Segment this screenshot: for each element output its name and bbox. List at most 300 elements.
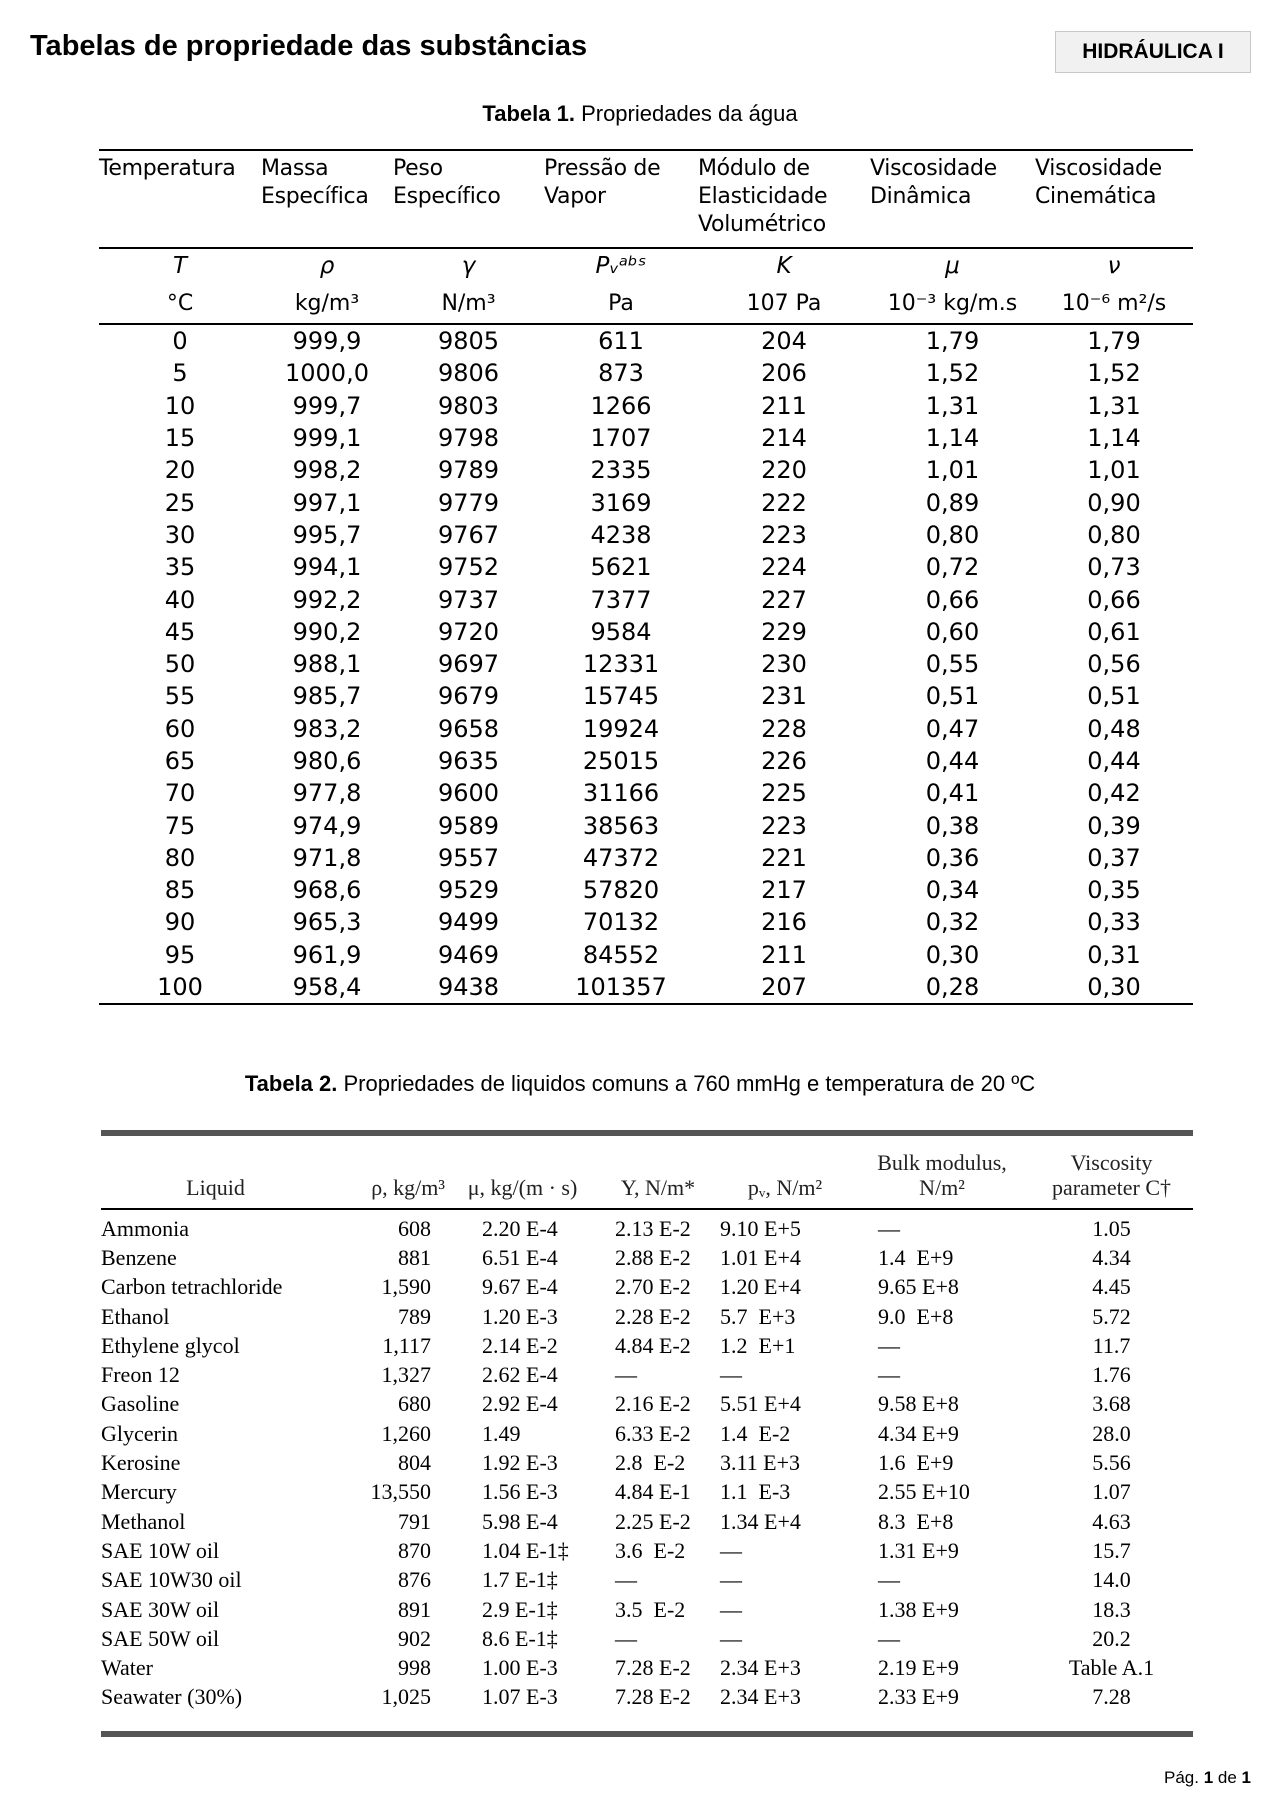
table1-header-symbols: [99, 248, 1193, 283]
table1-cell: 230: [761, 650, 807, 679]
table2-cell: —: [615, 1625, 637, 1651]
table1-cell: 0,72: [925, 553, 980, 582]
table1-cell: 0,48: [1087, 714, 1141, 743]
table1-cell: 90: [164, 908, 196, 937]
table1-cell: 0,37: [1087, 843, 1141, 872]
table2-cell: 4.84 E-1: [615, 1479, 691, 1505]
table1-cell: 0,30: [925, 940, 980, 969]
table2-cell: 1,327: [381, 1362, 431, 1388]
table2-cell: Carbon tetrachloride: [101, 1274, 283, 1300]
table1-cell: 873: [598, 359, 644, 388]
table1-cell: 9806: [437, 359, 500, 388]
table1-cell: 9805: [437, 327, 500, 356]
table1-cell: 992,2: [292, 585, 362, 614]
table1-cell: 9779: [437, 488, 500, 517]
table1-cell: 7377: [590, 585, 652, 614]
table1-row: [99, 874, 1193, 906]
table1-cell: 50: [164, 650, 196, 679]
table1-cell: 994,1: [292, 553, 362, 582]
table1-cell: 9789: [437, 456, 500, 485]
table1-cell: 961,9: [292, 940, 362, 969]
table1-cell: 0,47: [925, 714, 980, 743]
table1-cell: 85: [164, 876, 196, 905]
table1-cell: 9499: [437, 908, 500, 937]
table1-cell: 9438: [393, 971, 544, 1004]
table2-cell: —: [878, 1625, 900, 1651]
table2-bottom-rule: [101, 1731, 1193, 1737]
table1-cell: 1000,0: [285, 359, 369, 388]
table2-cell: 18.3: [1092, 1596, 1131, 1622]
table2-cell: 789: [398, 1303, 431, 1329]
table1-cell: 95: [164, 940, 196, 969]
table1-cell: 9469: [437, 940, 500, 969]
table2-cell: 891: [398, 1596, 431, 1622]
table1-cell: 0,51: [1087, 682, 1141, 711]
table2-cell: 680: [398, 1391, 431, 1417]
table1-col-unit: kg/m³: [261, 283, 393, 324]
table2-cell: 1.1 E-3: [720, 1479, 791, 1505]
table1-cell: 25: [164, 488, 196, 517]
table2-cell: 1.04 E-1‡: [482, 1537, 569, 1563]
table2-col-header: Bulk modulus, N/m²: [854, 1140, 1030, 1209]
table1-row: [99, 324, 1193, 357]
table2-cell: SAE 10W30 oil: [101, 1567, 242, 1593]
table2-cell: 1.6 E+9: [878, 1450, 954, 1476]
table1-cell: 974,9: [292, 811, 362, 840]
table2-row: [101, 1624, 1193, 1653]
table1-col-unit: °C: [99, 283, 261, 324]
table2-cell: 2.34 E+3: [720, 1655, 801, 1681]
table2-cell: 1,117: [382, 1332, 431, 1358]
table2-row: [101, 1566, 1193, 1595]
table1-cell: 60: [164, 714, 196, 743]
table1-cell: 220: [761, 456, 807, 485]
table1-cell: 47372: [582, 843, 660, 872]
table2-cell: —: [615, 1362, 637, 1388]
table1-cell: 0,44: [1087, 747, 1141, 775]
table1-header-names: [99, 150, 1193, 248]
table1-col-symbol: ν: [1035, 248, 1193, 283]
table1-cell: 9798: [437, 424, 500, 453]
table1-cell: 0,39: [1087, 811, 1141, 840]
table1-cell: 0,34: [925, 876, 980, 905]
table2-cell: 1.2 E+1: [720, 1332, 796, 1358]
table1-cell: 75: [164, 811, 196, 840]
table1-row: [99, 745, 1193, 777]
table1-cell: 221: [761, 843, 807, 872]
table1-cell: 0,31: [1087, 940, 1141, 969]
table2-cell: 2.62 E-4: [482, 1362, 558, 1388]
table2-cell: 1,260: [381, 1420, 431, 1446]
table2-cell: Ethanol: [101, 1303, 170, 1329]
table1-col-header: Viscosidade Cinemática: [1035, 156, 1162, 209]
table1-col-symbol: Pᵥᵃᵇˢ: [544, 248, 698, 283]
table1-cell: 70132: [582, 908, 660, 937]
table2-cell: 2.19 E+9: [878, 1655, 959, 1681]
table1-cell: 12331: [582, 650, 660, 679]
table1-cell: 65: [164, 747, 196, 775]
table1-cell: 223: [761, 520, 807, 549]
table2-row: [101, 1507, 1193, 1536]
table1-cell: 0,32: [925, 908, 980, 937]
table1-cell: 214: [761, 424, 807, 453]
table2-cell: 11.7: [1092, 1332, 1131, 1358]
table1-cell: 35: [164, 553, 196, 582]
table1-cell: 9720: [437, 617, 500, 646]
table2-body: [101, 1209, 1193, 1712]
table1-cell: 0,66: [1087, 585, 1141, 614]
table1-col-header: Peso Específico: [393, 156, 501, 209]
table1-cell: 206: [761, 359, 807, 388]
table2-cell: SAE 50W oil: [101, 1625, 220, 1651]
table2-top-rule: [101, 1130, 1193, 1136]
table2-cell: 8.3 E+8: [878, 1508, 954, 1534]
table2-cell: 2.16 E-2: [615, 1391, 691, 1417]
table1-cell: 985,7: [292, 682, 362, 711]
table2-cell: 28.0: [1092, 1420, 1131, 1446]
table2-cell: 20.2: [1092, 1625, 1131, 1651]
table2-row: [101, 1683, 1193, 1712]
table2-cell: Ethylene glycol: [101, 1332, 240, 1358]
table2-caption: [0, 1071, 1280, 1097]
table1-cell: 3169: [590, 488, 652, 517]
table1-cell: 19924: [582, 714, 660, 743]
table1-cell: 80: [164, 843, 196, 872]
table2-cell: 2.20 E-4: [482, 1215, 558, 1241]
table2-cell: 9.0 E+8: [878, 1303, 954, 1329]
table1-cell: 0: [172, 327, 188, 356]
table1-cell: 999,7: [292, 391, 362, 420]
table2-col-header: ρ, kg/m³: [330, 1140, 445, 1209]
table2-cell: 1.20 E+4: [720, 1274, 801, 1300]
table1-cell: 211: [761, 940, 807, 969]
table1-col-header: Temperatura: [99, 156, 236, 181]
table2-cell: 5.51 E+4: [720, 1391, 801, 1417]
table2-cell: 4.34 E+9: [878, 1420, 959, 1446]
table1-row: [99, 939, 1193, 971]
table1-cell: 15745: [582, 682, 660, 711]
page-total: 1: [1241, 1768, 1251, 1787]
table2-cell: —: [878, 1362, 900, 1388]
table1-cell: 5621: [590, 553, 652, 582]
table2-cell: 2.25 E-2: [615, 1508, 691, 1534]
table1-cell: 0,55: [925, 650, 980, 679]
table2-cell: 804: [398, 1450, 431, 1476]
table1-col-header: Módulo de Elasticidade Volumétrico: [698, 156, 828, 237]
table1-cell: 57820: [582, 876, 660, 905]
table1-cell: 1707: [590, 424, 652, 453]
table2-cell: —: [878, 1567, 900, 1593]
table1-cell: 20: [164, 456, 196, 485]
table1-cell: 997,1: [292, 488, 362, 517]
table1-col-unit: 10⁻⁶ m²/s: [1035, 283, 1193, 324]
table2-cell: 4.84 E-2: [615, 1332, 691, 1358]
table1-cell: 229: [761, 617, 807, 646]
table2-cell: 2.9 E-1‡: [482, 1596, 558, 1622]
table2-cell: 2.88 E-2: [615, 1244, 691, 1270]
table2-cell: 1.56 E-3: [482, 1479, 558, 1505]
page-separator: de: [1213, 1768, 1242, 1787]
table2-cell: 2.92 E-4: [482, 1391, 558, 1417]
table1-col-symbol: γ: [393, 248, 544, 283]
table1-cell: 227: [761, 585, 807, 614]
course-tag: [1055, 31, 1251, 73]
table2-cell: 1.38 E+9: [878, 1596, 959, 1622]
table2-cell: 4.45: [1092, 1274, 1131, 1300]
table2-cell: Kerosine: [101, 1450, 181, 1476]
table1-col-unit: Pa: [544, 283, 698, 324]
table1-cell: 998,2: [292, 456, 362, 485]
table2-cell: 1.34 E+4: [720, 1508, 801, 1534]
table1-cell: 15: [164, 424, 196, 453]
table1-col-header: Massa Específica: [261, 156, 369, 209]
table2-row: [101, 1209, 1193, 1243]
table2-cell: —: [720, 1362, 742, 1388]
table2-col-header: Viscosity parameter C†: [1030, 1140, 1193, 1209]
table2-cell: Ammonia: [101, 1215, 189, 1241]
table1-cell: 0,61: [1087, 617, 1141, 646]
table1-row: [99, 519, 1193, 551]
table2-cell: 1.07: [1092, 1479, 1131, 1505]
table1-cell: 9557: [437, 843, 500, 872]
table2-cell: —: [615, 1567, 637, 1593]
table2-cell: 1.92 E-3: [482, 1450, 558, 1476]
table2-cell: Glycerin: [101, 1420, 178, 1446]
table2-cell: 1.05: [1092, 1215, 1131, 1241]
table2-cell: 1,590: [381, 1274, 431, 1300]
table2-cell: 7.28 E-2: [615, 1684, 691, 1710]
table1-cell: 40: [164, 585, 196, 614]
table1-col-unit: 107 Pa: [698, 283, 870, 324]
table2-cell: 3.6 E-2: [615, 1537, 686, 1563]
table2-cell: 902: [398, 1625, 431, 1651]
table1-cell: 1266: [590, 391, 652, 420]
table2-cell: —: [720, 1537, 742, 1563]
table1-cell: 5: [172, 359, 188, 388]
table1-cell: 231: [761, 682, 807, 711]
table2-cell: 3.5 E-2: [615, 1596, 686, 1622]
table1-col-symbol: ρ: [261, 248, 393, 283]
table1-col-symbol: μ: [870, 248, 1035, 283]
table2-cell: 4.34: [1092, 1244, 1131, 1270]
table1-cell: 9767: [437, 520, 500, 549]
table2-cell: —: [720, 1567, 742, 1593]
table1-row: [99, 583, 1193, 615]
table1-col-header: Pressão de Vapor: [544, 156, 661, 209]
table2-cell: 1.4 E-2: [720, 1420, 791, 1446]
table1-caption: [0, 101, 1280, 127]
table1-col-unit: 10⁻³ kg/m.s: [870, 283, 1035, 324]
table1-cell: 980,6: [292, 747, 362, 775]
table2-cell: —: [720, 1625, 742, 1651]
table1-row: [99, 551, 1193, 583]
table1-cell: 9600: [437, 779, 500, 808]
table1-cell: 965,3: [292, 908, 362, 937]
table2-cell: 998: [398, 1655, 431, 1681]
table1-cell: 0,35: [1087, 876, 1141, 905]
table1-cell: 100: [99, 971, 261, 1004]
table1-cell: 30: [164, 520, 196, 549]
table1-cell: 55: [164, 682, 196, 711]
table1-cell: 9679: [437, 682, 500, 711]
table2-cell: 13,550: [370, 1479, 431, 1505]
table1-row: [99, 648, 1193, 680]
table2-cell: 9.10 E+5: [720, 1215, 801, 1241]
table1-row: [99, 616, 1193, 648]
table1-cell: 958,4: [261, 971, 393, 1004]
table1-col-symbol: K: [698, 248, 870, 283]
table1-caption-label: Tabela 1.: [482, 101, 575, 126]
table2-cell: 1.31 E+9: [878, 1537, 959, 1563]
table2-cell: 1.01 E+4: [720, 1244, 801, 1270]
table1-row: [99, 454, 1193, 486]
table2-cell: 5.98 E-4: [482, 1508, 558, 1534]
page-number: [1164, 1768, 1251, 1788]
table2-cell: 2.28 E-2: [615, 1303, 691, 1329]
table2-cell: 6.51 E-4: [482, 1244, 558, 1270]
table2-cell: Table A.1: [1068, 1655, 1155, 1681]
table1-col-unit: N/m³: [393, 283, 544, 324]
table2-cell: SAE 30W oil: [101, 1596, 220, 1622]
table2-cell: 1.49: [482, 1420, 521, 1446]
table2-cell: Methanol: [101, 1508, 186, 1534]
table1-cell: 9529: [437, 876, 500, 905]
table1-cell: 0,44: [925, 747, 980, 775]
table1-cell: 977,8: [292, 779, 362, 808]
table1-cell: 0,30: [1035, 971, 1193, 1004]
table2-row: [101, 1360, 1193, 1389]
table1-cell: 0,28: [870, 971, 1035, 1004]
table1-col-header: Viscosidade Dinâmica: [870, 156, 997, 209]
table1-cell: 1,14: [1087, 424, 1141, 453]
table2-cell: SAE 10W oil: [101, 1537, 220, 1563]
table1-row: [99, 971, 1193, 1004]
table1-cell: 0,80: [925, 520, 980, 549]
page-current: 1: [1203, 1768, 1214, 1787]
liquid-properties-table: [101, 1140, 1193, 1712]
table1-col-symbol: T: [99, 248, 261, 283]
table2-cell: 1.07 E-3: [482, 1684, 558, 1710]
table1-cell: 9737: [437, 585, 500, 614]
table1-cell: 228: [761, 714, 807, 743]
table1-cell: 1,52: [925, 359, 980, 388]
table2-cell: 2.13 E-2: [615, 1215, 691, 1241]
table1-cell: 1,01: [1087, 456, 1141, 485]
table2-row: [101, 1478, 1193, 1507]
table2-cell: 9.67 E-4: [482, 1274, 558, 1300]
table1-cell: 0,90: [1087, 488, 1141, 517]
table2-cell: 2.34 E+3: [720, 1684, 801, 1710]
table1-cell: 216: [761, 908, 807, 937]
table1-cell: 9584: [590, 617, 652, 646]
table2-cell: 1.20 E-3: [482, 1303, 558, 1329]
table2-cell: 5.72: [1092, 1303, 1131, 1329]
table1-cell: 204: [761, 327, 807, 356]
table1-cell: 0,38: [925, 811, 980, 840]
table1-cell: 983,2: [292, 714, 362, 743]
table2-cell: Freon 12: [101, 1362, 180, 1388]
table2-row: [101, 1390, 1193, 1419]
table2-cell: —: [878, 1332, 900, 1358]
table1-cell: 31166: [582, 779, 660, 808]
table1-cell: 9635: [437, 747, 500, 775]
table2-cell: 1.7 E-1‡: [482, 1567, 558, 1593]
table2-cell: 5.56: [1092, 1450, 1131, 1476]
table1-cell: 45: [164, 617, 196, 646]
table2-cell: 7.28: [1092, 1684, 1131, 1710]
table2-cell: Water: [101, 1655, 153, 1681]
table2-cell: 2.8 E-2: [615, 1450, 686, 1476]
table2-caption-text: Propriedades de liquidos comuns a 760 mmHg e temperatura de 20 ºC: [337, 1071, 1036, 1096]
table1-row: [99, 777, 1193, 809]
table2-cell: 2.14 E-2: [482, 1332, 558, 1358]
table2-row: [101, 1653, 1193, 1682]
table1-cell: 0,51: [925, 682, 980, 711]
table1-cell: 0,60: [925, 617, 980, 646]
table1-cell: 0,89: [925, 488, 980, 517]
table1-cell: 223: [761, 811, 807, 840]
table1-cell: 217: [761, 876, 807, 905]
table2-cell: 1.00 E-3: [482, 1655, 558, 1681]
table1-row: [99, 713, 1193, 745]
table1-cell: 0,42: [1087, 779, 1141, 808]
table1-cell: 971,8: [292, 843, 362, 872]
table2-cell: 881: [398, 1244, 431, 1270]
table2-cell: 2.55 E+10: [878, 1479, 970, 1505]
table2-row: [101, 1595, 1193, 1624]
table1-cell: 225: [761, 779, 807, 808]
table2-cell: 3.68: [1092, 1391, 1131, 1417]
page-title: Tabelas de propriedade das substâncias: [30, 30, 588, 62]
table1-cell: 0,41: [925, 779, 980, 808]
table2-row: [101, 1419, 1193, 1448]
table2-row: [101, 1273, 1193, 1302]
table1-cell: 70: [164, 779, 196, 808]
table1-cell: 84552: [582, 940, 660, 969]
table2-row: [101, 1331, 1193, 1360]
table2-cell: Gasoline: [101, 1391, 180, 1417]
table2-col-header: pᵥ, N/m²: [716, 1140, 854, 1209]
table2-cell: 608: [398, 1215, 431, 1241]
table1-row: [99, 390, 1193, 422]
table2-col-header: Y, N/m*: [600, 1140, 716, 1209]
table2-cell: 5.7 E+3: [720, 1303, 796, 1329]
table2-cell: 4.63: [1092, 1508, 1131, 1534]
table1-cell: 9697: [437, 650, 500, 679]
table2-cell: Benzene: [101, 1244, 177, 1270]
table1-row: [99, 422, 1193, 454]
table2-cell: —: [878, 1215, 900, 1241]
table2-cell: 1,025: [381, 1684, 431, 1710]
table2-cell: 870: [398, 1537, 431, 1563]
table1-cell: 1,14: [925, 424, 980, 453]
table1-row: [99, 842, 1193, 874]
table2-row: [101, 1536, 1193, 1565]
table2-row: [101, 1448, 1193, 1477]
table2-cell: 791: [398, 1508, 431, 1534]
table2-cell: 3.11 E+3: [720, 1450, 801, 1476]
course-tag-label: HIDRÁULICA I: [1082, 40, 1224, 63]
table1-cell: 1,31: [1087, 391, 1141, 420]
table2-cell: Seawater (30%): [101, 1684, 243, 1710]
table2-cell: 1.76: [1092, 1362, 1131, 1388]
table2-cell: 7.28 E-2: [615, 1655, 691, 1681]
table1-row: [99, 680, 1193, 712]
table1-cell: 207: [698, 971, 870, 1004]
table1-row: [99, 809, 1193, 841]
table2-cell: 1.4 E+9: [878, 1244, 954, 1270]
table2-cell: 6.33 E-2: [615, 1420, 691, 1446]
